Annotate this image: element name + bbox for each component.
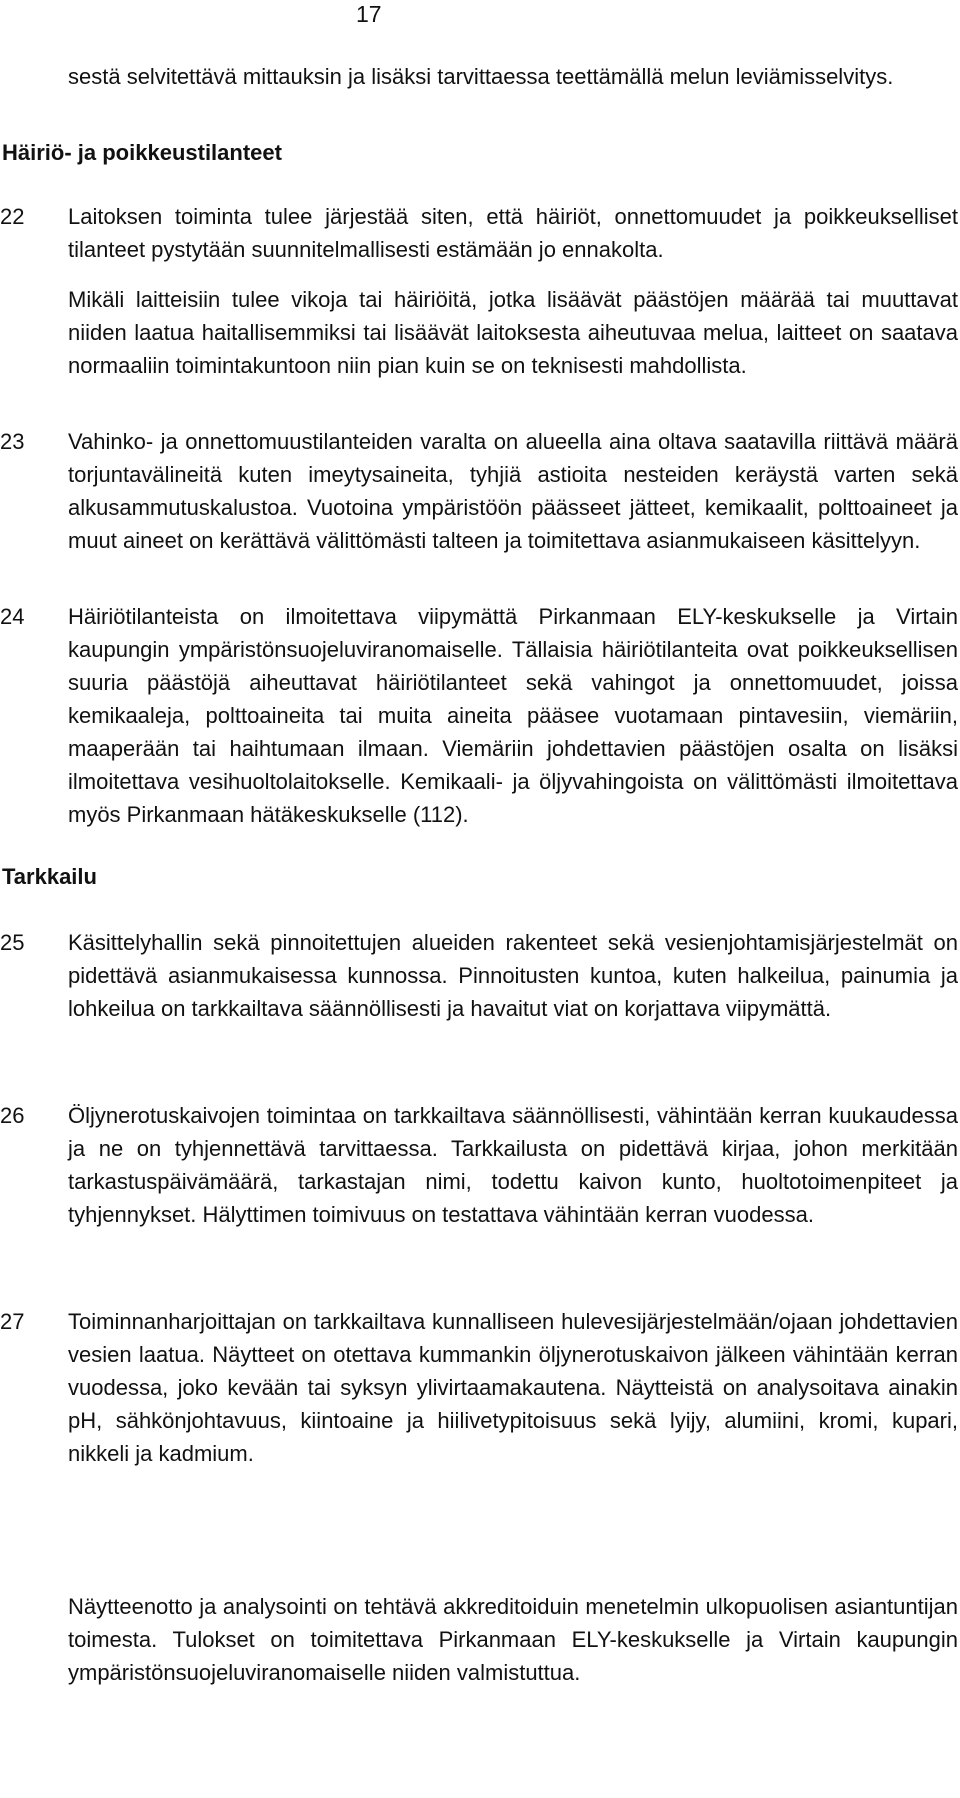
item-text: Käsittelyhallin sekä pinnoitettujen alueiden rakenteet sekä vesienjohtamisjärjestelmät on pidettävä asianmukaisessa kunnossa. Pinnoitusten kuntoa, kuten halkeilua, painumia ja lohkeilua on tarkkailtava säännöllisesti ja havaitut viat on korjattava viipymättä. — [68, 930, 958, 1021]
paragraph-sampling: Näytteenotto ja analysointi on tehtävä akkreditoiduin menetelmin ulkopuolisen asiantuntijan toimesta. Tulokset on toimitettava Pirkanmaan ELY-keskukselle ja Virtain kaupungin ympäristönsuojeluviranomaiselle niiden valmistuttua. — [68, 1594, 958, 1685]
item-number: 23 — [0, 429, 25, 454]
item-number: 22 — [0, 204, 25, 229]
section-heading-disturbances: Häiriö- ja poikkeustilanteet — [2, 140, 282, 165]
item-text: Toiminnanharjoittajan on tarkkailtava kunnalliseen hulevesijärjestelmään/ojaan johdettavien vesien laatua. Näytteet on otettava kummankin öljynerotuskaivon jälkeen vähintään kerran vuodessa, joko kevään tai syksyn ylivirtaamakautena. Näytteistä on analysoitava ainakin pH, sähkönjohtavuus, kiintoaine ja hiilivetypitoisuus sekä lyijy, alumiini, kromi, kupari, nikkeli ja kadmium. — [68, 1309, 958, 1466]
item-text: Laitoksen toiminta tulee järjestää siten, että häiriöt, onnettomuudet ja poikkeukselliset tilanteet pystytään suunnitelmallisesti estämään jo ennakolta. — [68, 204, 958, 262]
item-number: 27 — [0, 1309, 25, 1334]
page-number: 17 — [356, 1, 382, 27]
paragraph-equipment-faults: Mikäli laitteisiin tulee vikoja tai häiriöitä, jotka lisäävät päästöjen määrää tai muuttavat niiden laatua haitallisemmiksi tai lisäävät laitoksesta aiheutuvaa melua, laitteet on saatava normaaliin toimintakuntoon niin pian kuin se on teknisesti mahdollista. — [68, 287, 958, 378]
section-heading-monitoring: Tarkkailu — [2, 864, 97, 889]
item-number: 24 — [0, 604, 25, 629]
item-text: Häiriötilanteista on ilmoitettava viipymättä Pirkanmaan ELY-keskukselle ja Virtain kaupungin ympäristönsuojeluviranomaiselle. Tällaisia häiriötilanteita ovat poikkeuksellisen suuria päästöjä aiheuttavat häiriötilanteet sekä vahingot ja onnettomuudet, joissa kemikaaleja, polttoaineita tai muita aineita pääsee vuotamaan pintavesiin, viemäriin, maaperään tai haihtumaan ilmaan. Viemäriin johdettavien päästöjen osalta on lisäksi ilmoitettava vesihuoltolaitokselle. Kemikaali- ja öljyvahingoista on välittömästi ilmoitettava myös Pirkanmaan hätäkeskukselle (112). — [68, 604, 958, 827]
item-number: 25 — [0, 930, 25, 955]
item-text: Vahinko- ja onnettomuustilanteiden varalta on alueella aina oltava saatavilla riittävä määrä torjuntavälineitä kuten imeytysaineita, tyhjiä astioita nesteiden keräystä varten sekä alkusammutuskalustoa. Vuotoina ympäristöön päässeet jätteet, kemikaalit, polttoaineet ja muut aineet on kerättävä välittömästi talteen ja toimitettava asianmukaiseen käsittelyyn. — [68, 429, 958, 553]
item-number: 26 — [0, 1103, 25, 1128]
intro-paragraph: sestä selvitettävä mittauksin ja lisäksi tarvittaessa teettämällä melun leviämisselvitys. — [68, 64, 894, 89]
item-text: Öljynerotuskaivojen toimintaa on tarkkailtava säännöllisesti, vähintään kerran kuukaudessa ja ne on tyhjennettävä tarvittaessa. Tarkkailusta on pidettävä kirjaa, johon merkitään tarkastuspäivämäärä, tarkastajan nimi, todettu kaivon kunto, huoltotoimenpiteet ja tyhjennykset. Hälyttimen toimivuus on testattava vähintään kerran vuodessa. — [68, 1103, 958, 1227]
